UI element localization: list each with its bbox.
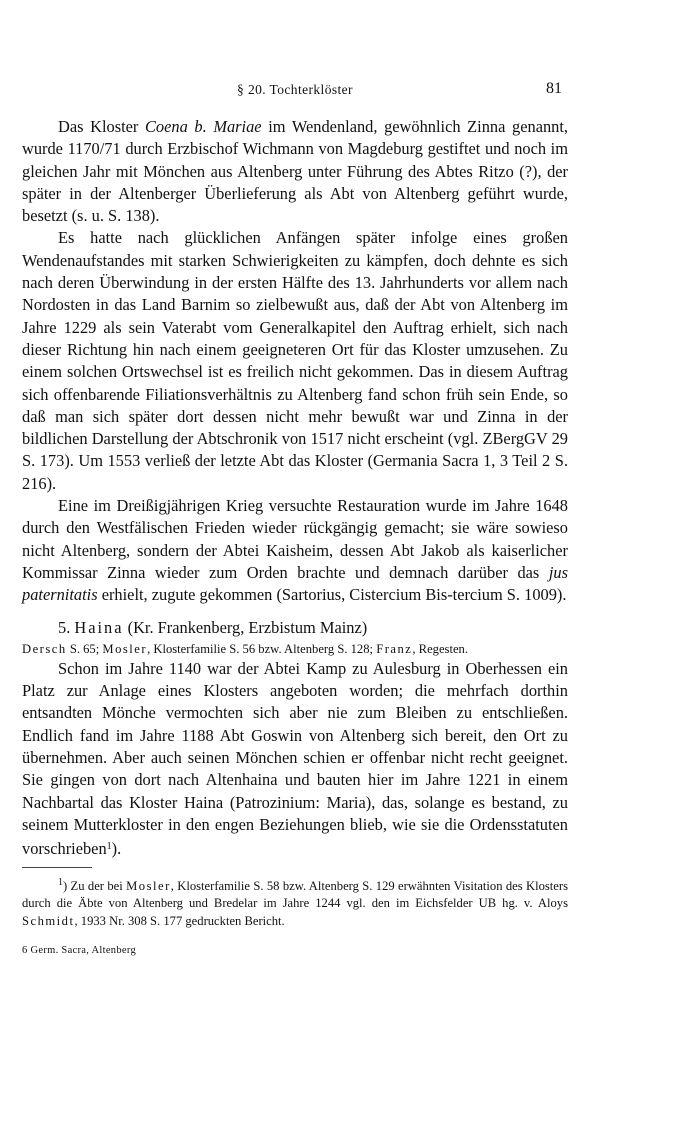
ref-text: S. 65; [66, 641, 103, 656]
entry-name: Haina [74, 617, 124, 637]
paragraph-zinna-restoration [22, 495, 568, 606]
text-run: Schon im Jahre 1140 war der Abtei Kamp zu Aulesburg in Oberhessen ein Platz zur Anlage eines Klosters angeboten worden; die mehrfach dorthin entsandten Mönche vermochten sich aber nie zum Bleiben zu entschließen. Endlich fand im Jahre 1188 Abt Goswin von Altenberg sich bereit, den Ort zu übernehmen. Aber auch seinen Mönchen schien er offenbar nicht recht geeignet. Sie gingen von dort nach Altenhaina und bauten hier im Jahre 1221 in einem Nachbartal das Kloster Haina (Patrozinium: Maria), das, solange es bestand, zu seinem Mutterkloster in den engen Beziehungen blieb, wie sie die Ordensstatuten vorschrieben [22, 658, 568, 859]
ref-author: Dersch [22, 641, 67, 656]
ref-author: Schmidt [22, 913, 75, 928]
paragraph-zinna-founding [22, 116, 568, 227]
signature-mark: 6 Germ. Sacra, Altenberg [22, 945, 137, 957]
text-run: Das Kloster [58, 117, 145, 136]
text-run: Eine im Dreißigjährigen Krieg versuchte Restauration wurde im Jahre 1648 durch den Westfälischen Frieden wieder rückgängig gemacht; sie wäre sowieso nicht Altenberg, sondern der Abtei Kaisheim, dessen Abt Jakob als kaiserlicher Kommissar Zinna wieder zum Orden brachte und demnach darüber das [22, 496, 568, 582]
text-run: ). [111, 839, 122, 859]
footnote-rule [22, 867, 92, 868]
ref-text: , Klosterfamilie S. 56 bzw. Altenberg S. 128; [147, 641, 377, 656]
latin-term: jus paternitatis [22, 562, 568, 605]
text-run: ) Zu der bei [63, 878, 127, 893]
body-text [22, 116, 568, 963]
text-run: , Klosterfamilie S. 58 bzw. Altenberg S. 129 erwähnten Visitation des Klosters durch die Äbte von Altenberg und Bredelar im Jahre 1244 vgl. den im Eichsfelder UB hg. v. Aloys [22, 878, 568, 911]
text-run: im Wendenland, gewöhnlich Zinna genannt, wurde 1170/71 durch Erzbischof Wichmann von Magdeburg gestiftet und noch im gleichen Jahr mit Mönchen aus Altenberg unter Führung des Abtes Ritzo (?), der später in der Altenberger Überlieferung als Abt von Altenberg geführt wurde, besetzt (s. u. S. 138). [22, 117, 569, 226]
entry-number: 5. [58, 617, 75, 637]
ref-author: Mosler [102, 641, 148, 656]
entry-heading-haina [22, 617, 568, 639]
ref-text: , Regesten. [412, 641, 468, 656]
text-run: , 1933 Nr. 308 S. 177 gedruckten Bericht. [74, 913, 285, 928]
entry-detail: (Kr. Frankenberg, Erzbistum Mainz) [123, 617, 368, 637]
text-run: erhielt, zugute gekommen (Sartorius, Cistercium Bis-tercium S. 1009). [97, 585, 567, 605]
ref-author: Franz [376, 641, 413, 656]
bibliography-refs [22, 641, 568, 658]
footnote-reference: 1 [106, 841, 112, 853]
footnote [22, 874, 568, 931]
page-number: 81 [546, 80, 562, 97]
ref-author: Mosler [126, 878, 171, 893]
footnote-marker: 1 [58, 876, 63, 888]
paragraph-zinna-history: Es hatte nach glücklichen Anfängen später infolge eines großen Wendenaufstandes mit starken Schwierigkeiten zu kämpfen, doch dehnte es sich nach deren Überwindung in der ersten Hälfte des 13. Jahrhunderts vor allem nach Nordosten in das Land Barnim so zielbewußt aus, daß der Abt von Altenberg im Jahre 1229 als sein Vaterabt vom Generalkapitel den Auftrag erhielt, sich nach dieser Richtung hin nach einem geeigneteren Ort für das Kloster umzusehen. Zu einem solchen Ortswechsel ist es freilich nicht gekommen. Das in diesem Auftrag sich offenbarende Filiationsverhältnis zu Altenberg fand schon früh sein Ende, so daß man sich später dort dessen nicht mehr bewußt war und Zinna in der bildlichen Darstellung der Abtschronik von 1517 nicht erscheint (vgl. ZBergGV 29 S. 173). Um 1553 verließ der letzte Abt das Kloster (Germania Sacra 1, 3 Teil 2 S. 216). [22, 228, 568, 493]
running-title: § 20. Tochterklöster [237, 82, 353, 97]
paragraph-haina-history [22, 658, 568, 861]
monastery-latin-name: Coena b. Mariae [145, 117, 262, 136]
page-header [22, 80, 568, 102]
